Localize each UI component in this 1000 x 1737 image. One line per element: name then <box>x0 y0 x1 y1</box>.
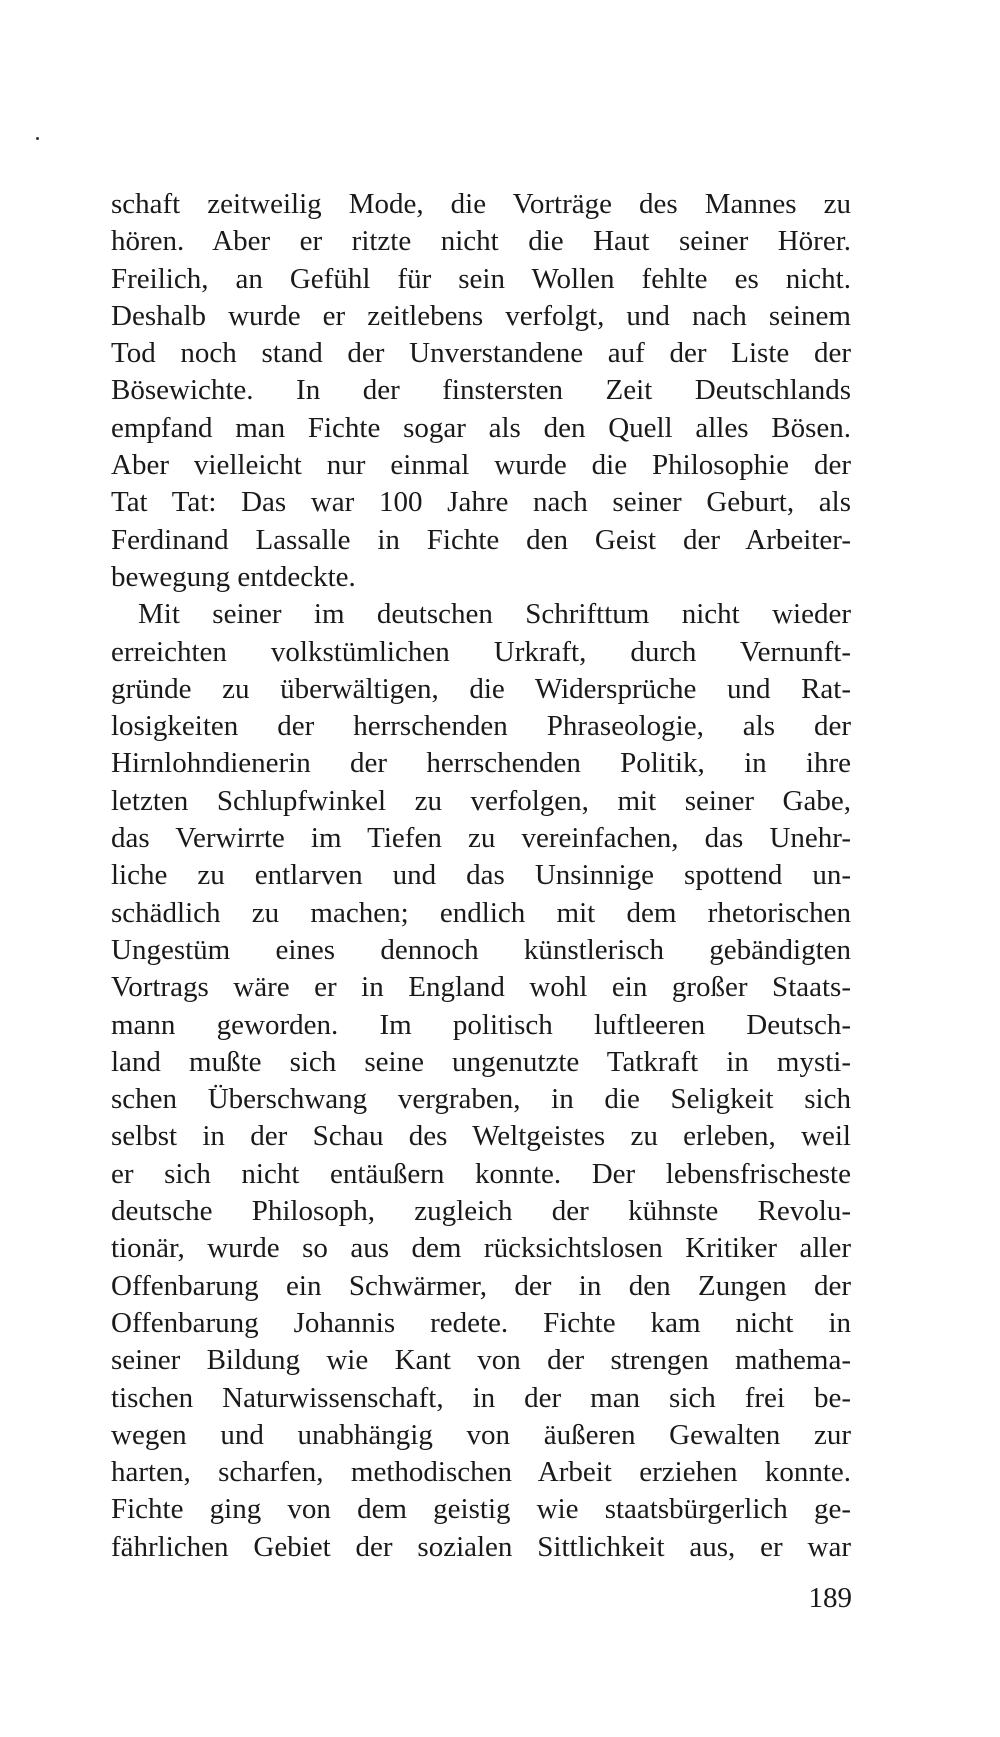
text-line: Tat Tat: Das war 100 Jahre nach seiner Geburt, als <box>111 486 851 519</box>
text-line: losigkeiten der herrschenden Phraseologie, als der <box>111 710 851 743</box>
text-line: schädlich zu machen; endlich mit dem rhetorischen <box>111 896 851 929</box>
text-line: selbst in der Schau des Weltgeistes zu erleben, weil <box>111 1120 851 1153</box>
text-line: mann geworden. Im politisch luftleeren Deutsch- <box>111 1008 851 1041</box>
text-line: schaft zeitweilig Mode, die Vorträge des Mannes zu <box>111 188 851 220</box>
text-line: liche zu entlarven und das Unsinnige spottend un- <box>111 859 851 892</box>
text-line: Offenbarung Johannis redete. Fichte kam nicht in <box>111 1306 851 1339</box>
scan-speck <box>36 137 39 140</box>
text-line: Ferdinand Lassalle in Fichte den Geist der Arbeiter- <box>111 523 851 556</box>
text-line: harten, scharfen, methodischen Arbeit erziehen konnte. <box>111 1456 851 1489</box>
text-line: tionär, wurde so aus dem rücksichtslosen Kritiker aller <box>111 1232 851 1265</box>
text-line: hören. Aber er ritzte nicht die Haut seiner Hörer. <box>111 225 851 258</box>
text-line: Aber vielleicht nur einmal wurde die Philosophie der <box>111 449 851 482</box>
text-line: das Verwirrte im Tiefen zu vereinfachen, das Unehr- <box>111 822 851 855</box>
paragraph-end-line: bewegung entdeckte. <box>111 560 356 593</box>
text-line: Deshalb wurde er zeitlebens verfolgt, und nach seinem <box>111 299 851 332</box>
text-line: Fichte ging von dem geistig wie staatsbürgerlich ge- <box>111 1493 851 1526</box>
text-line: Ungestüm eines dennoch künstlerisch gebändigten <box>111 933 851 966</box>
text-line: Hirnlohndienerin der herrschenden Politik, in ihre <box>111 747 851 780</box>
body-text <box>111 186 851 1566</box>
text-line: Bösewichte. In der finstersten Zeit Deutschlands <box>111 374 851 407</box>
text-line: empfand man Fichte sogar als den Quell alles Bösen. <box>111 411 851 444</box>
text-line: Vortrags wäre er in England wohl ein großer Staats- <box>111 971 851 1004</box>
text-line: er sich nicht entäußern konnte. Der lebensfrischeste <box>111 1157 851 1190</box>
text-line: letzten Schlupfwinkel zu verfolgen, mit seiner Gabe, <box>111 784 851 817</box>
text-line: land mußte sich seine ungenutzte Tatkraft in mysti- <box>111 1045 851 1078</box>
text-line: gründe zu überwältigen, die Widersprüche und Rat- <box>111 672 851 705</box>
text-line: seiner Bildung wie Kant von der strengen mathema- <box>111 1344 851 1377</box>
page-number: 189 <box>808 1582 852 1614</box>
text-line: Freilich, an Gefühl für sein Wollen fehlte es nicht. <box>111 262 851 295</box>
text-line: wegen und unabhängig von äußeren Gewalten zur <box>111 1418 851 1451</box>
text-line: Offenbarung ein Schwärmer, der in den Zungen der <box>111 1269 851 1302</box>
text-line: erreichten volkstümlichen Urkraft, durch Vernunft- <box>111 635 851 668</box>
text-line: tischen Naturwissenschaft, in der man sich frei be- <box>111 1381 851 1414</box>
text-line: Tod noch stand der Unverstandene auf der Liste der <box>111 337 851 370</box>
text-line: schen Überschwang vergraben, in die Seligkeit sich <box>111 1083 851 1116</box>
text-line: deutsche Philosoph, zugleich der kühnste Revolu- <box>111 1195 851 1228</box>
text-line: fährlichen Gebiet der sozialen Sittlichkeit aus, er war <box>111 1530 851 1563</box>
paragraph-start-line: Mit seiner im deutschen Schrifttum nicht wieder <box>138 598 851 631</box>
